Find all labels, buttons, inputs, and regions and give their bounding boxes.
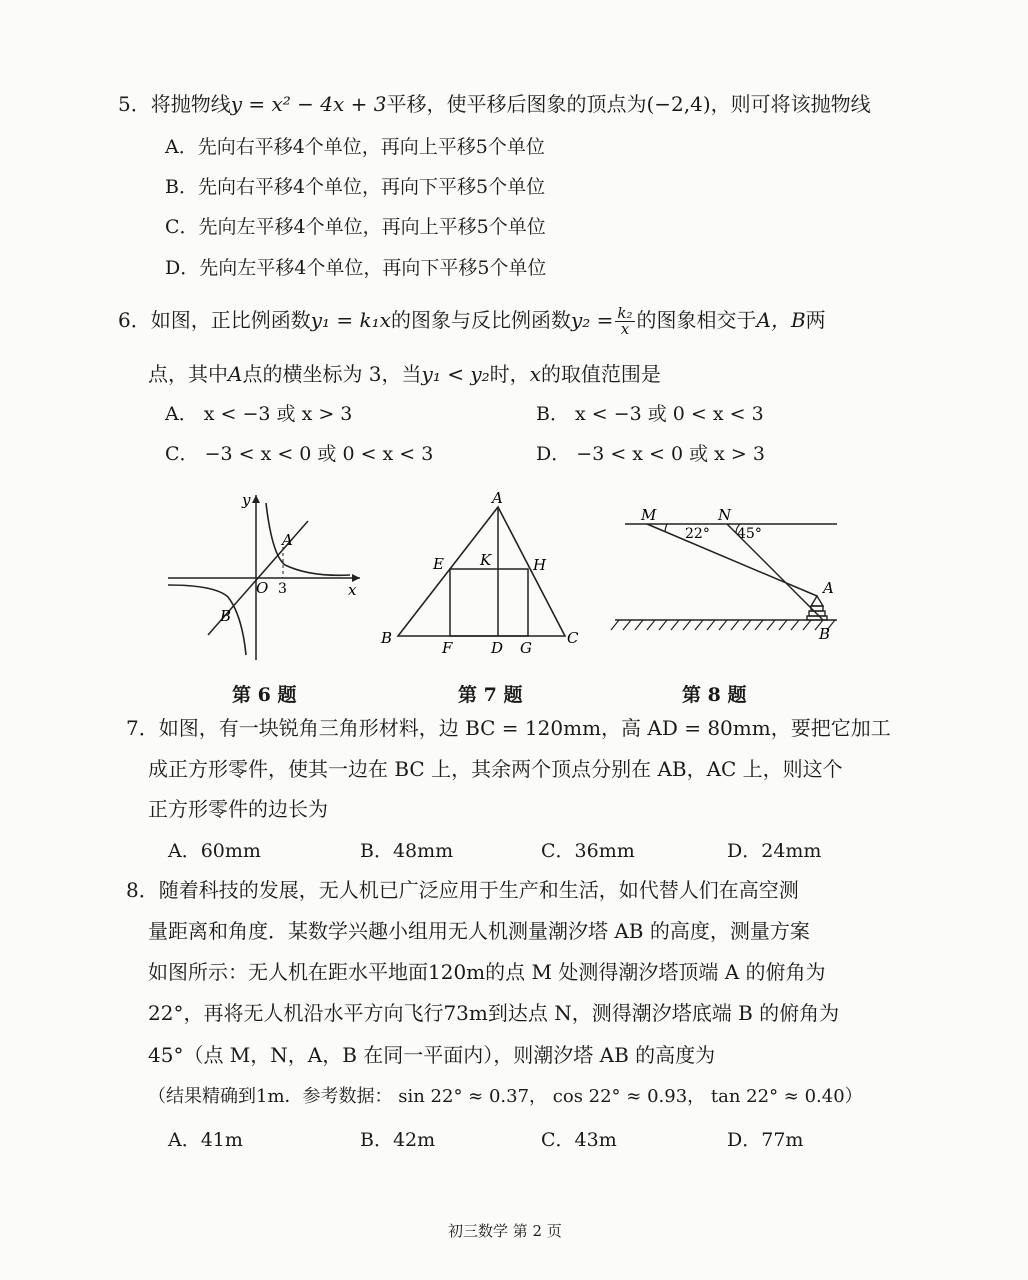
q7-option-c[interactable]: C．36mm bbox=[541, 840, 635, 862]
q7-option-a[interactable]: A．60mm bbox=[168, 840, 261, 862]
q5-stem bbox=[118, 90, 871, 118]
q6-l2-c: 点的横坐标为 3，当 bbox=[242, 362, 422, 386]
f7-label-f: F bbox=[442, 639, 453, 657]
figure-8-caption: 第 8 题 bbox=[682, 684, 747, 706]
f8-ground-hatch bbox=[611, 620, 835, 630]
q5-text-post: ，则可将该抛物线 bbox=[710, 92, 871, 116]
f6-hyperbola-q3 bbox=[168, 585, 246, 655]
f6-y-arrow bbox=[252, 495, 260, 503]
f6-label-a: A bbox=[282, 531, 293, 549]
q5-equation: y = x² − 4x + 3 bbox=[230, 92, 387, 116]
page-footer: 初三数学 第 2 页 bbox=[448, 1222, 562, 1240]
q5-text-mid: 平移，使平移后图象的顶点为 bbox=[386, 92, 647, 116]
q7-option-b[interactable]: B．48mm bbox=[360, 840, 454, 862]
q5-option-c[interactable]: C．先向左平移4个单位，再向上平移5个单位 bbox=[165, 216, 546, 238]
q6-option-b[interactable]: B． x < −3 或 0 < x < 3 bbox=[536, 403, 764, 425]
f6-label-o: O bbox=[256, 579, 269, 597]
q6-stem-line2 bbox=[148, 360, 661, 388]
q8-stem-line2: 量距离和角度．某数学兴趣小组用无人机测量潮汐塔 AB 的高度，测量方案 bbox=[148, 919, 810, 943]
f7-label-h: H bbox=[533, 556, 547, 574]
q7-option-d[interactable]: D．24mm bbox=[727, 840, 822, 862]
q6-text-2: 的图象与反比例函数 bbox=[390, 308, 571, 332]
f8-label-b: B bbox=[819, 625, 831, 643]
q8-option-a[interactable]: A．41m bbox=[168, 1129, 243, 1151]
f8-line-ma bbox=[647, 524, 817, 596]
f8-label-45: 45° bbox=[737, 526, 762, 542]
f6-label-b: B bbox=[220, 607, 232, 625]
f8-label-22: 22° bbox=[685, 526, 710, 542]
f6-label-x: x bbox=[348, 581, 357, 599]
q5-number: 5． bbox=[118, 92, 151, 116]
f7-label-c: C bbox=[567, 629, 579, 647]
q6-l2-e: 时， bbox=[489, 362, 530, 386]
q8-stem-line4: 22°，再将无人机沿水平方向飞行73m到达点 N，测得潮汐塔底端 B 的俯角为 bbox=[148, 1001, 840, 1025]
figure-7-caption: 第 7 题 bbox=[458, 684, 523, 706]
figure-6 bbox=[160, 485, 370, 665]
q8-reference-data: （结果精确到1m．参考数据： sin 22° ≈ 0.37， cos 22° ≈ 0.93， tan 22° ≈ 0.40） bbox=[148, 1086, 863, 1107]
q5-vertex: (−2,4) bbox=[646, 92, 711, 116]
q6-l2-b: A bbox=[228, 362, 243, 386]
q6-points-ab: A，B bbox=[756, 308, 806, 332]
q6-number: 6． bbox=[118, 308, 151, 332]
q8-option-b[interactable]: B．42m bbox=[360, 1129, 436, 1151]
f7-square bbox=[450, 569, 528, 636]
q5-option-d[interactable]: D．先向左平移4个单位，再向下平移5个单位 bbox=[165, 257, 547, 279]
f7-label-d: D bbox=[491, 639, 504, 657]
figure-6-caption: 第 6 题 bbox=[232, 684, 297, 706]
q6-l2-a: 点，其中 bbox=[148, 362, 228, 386]
f6-label-3: 3 bbox=[278, 581, 287, 597]
f8-label-n: N bbox=[718, 506, 732, 524]
q6-option-d[interactable]: D． −3 < x < 0 或 x > 3 bbox=[536, 443, 765, 465]
figure-7 bbox=[375, 485, 590, 665]
f7-label-g: G bbox=[520, 639, 532, 657]
q7-stem-line1: 7．如图，有一块锐角三角形材料，边 BC = 120mm，高 AD = 80mm，要把它加工 bbox=[126, 716, 891, 740]
q6-text-4: 两 bbox=[805, 308, 826, 332]
q6-text-1: 如图，正比例函数 bbox=[150, 308, 311, 332]
f8-label-a: A bbox=[823, 579, 834, 597]
q6-l2-g: 的取值范围是 bbox=[540, 362, 661, 386]
f8-angle-arc-22 bbox=[665, 524, 667, 532]
q6-function-1: y₁ = k₁x bbox=[310, 308, 391, 332]
q6-l2-d: y₁ < y₂ bbox=[421, 362, 490, 386]
f6-label-y: y bbox=[242, 491, 251, 509]
q5-option-b[interactable]: B．先向右平移4个单位，再向下平移5个单位 bbox=[165, 176, 546, 198]
figure-8 bbox=[605, 500, 850, 650]
q6-stem-line1 bbox=[118, 306, 826, 337]
q6-option-a[interactable]: A． x < −3 或 x > 3 bbox=[165, 403, 353, 425]
f6-hyperbola-q1 bbox=[266, 503, 350, 575]
q6-fraction bbox=[615, 306, 634, 337]
q8-stem-line5: 45°（点 M，N，A，B 在同一平面内），则潮汐塔 AB 的高度为 bbox=[148, 1043, 716, 1067]
q6-l2-f: x bbox=[529, 362, 541, 386]
f7-label-b: B bbox=[381, 629, 393, 647]
f7-label-e: E bbox=[433, 555, 444, 573]
f8-label-m: M bbox=[641, 506, 657, 524]
q8-option-c[interactable]: C．43m bbox=[541, 1129, 617, 1151]
f7-label-a: A bbox=[492, 489, 503, 507]
q6-fraction-num: k₂ bbox=[617, 304, 633, 322]
q6-option-c[interactable]: C． −3 < x < 0 或 0 < x < 3 bbox=[165, 443, 434, 465]
q6-text-3: 的图象相交于 bbox=[636, 308, 757, 332]
q6-fraction-den: x bbox=[620, 320, 630, 338]
q7-stem-line3: 正方形零件的边长为 bbox=[148, 797, 328, 821]
q8-stem-line1: 8．随着科技的发展，无人机已广泛应用于生产和生活，如代替人们在高空测 bbox=[126, 878, 799, 902]
q5-text-pre: 将抛物线 bbox=[150, 92, 231, 116]
q6-function-2-lhs: y₂ = bbox=[570, 308, 614, 332]
q8-stem-line3: 如图所示：无人机在距水平地面120m的点 M 处测得潮汐塔顶端 A 的俯角为 bbox=[148, 960, 826, 984]
q7-stem-line2: 成正方形零件，使其一边在 BC 上，其余两个顶点分别在 AB，AC 上，则这个 bbox=[148, 757, 843, 781]
q5-option-a[interactable]: A．先向右平移4个单位，再向上平移5个单位 bbox=[165, 136, 545, 158]
f7-label-k: K bbox=[480, 551, 492, 569]
q8-option-d[interactable]: D．77m bbox=[727, 1129, 804, 1151]
